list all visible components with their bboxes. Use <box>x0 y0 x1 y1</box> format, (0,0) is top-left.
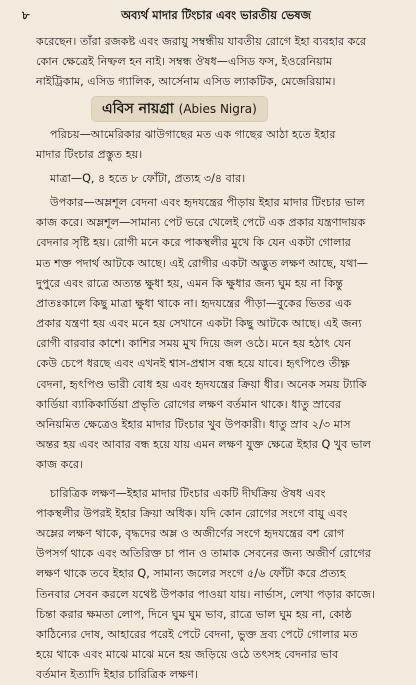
running-title: অব্যর্থ মাদার টিংচার এবং ভারতীয় ভেষজ <box>121 7 311 22</box>
text-line: মাদার টিংচার প্রস্তুত হয়। <box>36 147 143 161</box>
text-line: কার্ডিয়া ব্যাকিকার্ডিয়া প্রভৃতি রোগের লক্ষণ বর্তমান থাকে। ধাতু স্রাবের <box>36 397 342 411</box>
text-line: কাজ করে। অম্লশূল—সামান্য পেট ভরে খেলেই পেটে এক প্রকার যন্ত্রণাদায়ক <box>36 216 366 230</box>
text-line: রোগী বারবার কাশে। কাশির সময় মুখ দিয়ে জল ওঠে। মনে হয় হঠাৎ যেন <box>36 337 352 351</box>
text-line: উপকার—অম্লশূল বেদনা এবং হৃদযন্ত্রের পীড়ায় ইহার মাদার টিংচার ভাল <box>50 195 365 209</box>
text-line: কেউ চেপে ধরছে এবং এখনই শ্বাস-প্রশ্বাস বন্ধ হয়ে যাবে। হৃৎপিণ্ডে তীক্ষ্ণ <box>36 357 350 371</box>
text-line: অন্তর হয় এবং আবার বন্ধ হয়ে যায় এমন লক্ষণ যুক্ত ক্ষেত্রে ইহার Q খুব ভাল <box>36 438 371 452</box>
text-line: দুপুরে এবং রাত্রে অত্যন্ত ক্ষুধা হয়, এমন কি ক্ষুধার জন্য ঘুম হয় না কিন্তু <box>36 276 343 290</box>
text-line: কাজ করে। <box>36 458 84 472</box>
paragraph-gap <box>36 476 388 484</box>
section-latin-name: (Abies Nigra) <box>178 101 257 116</box>
text-line: অম্লের লক্ষণ থাকে, বৃদ্ধদের অম্ল ও অজীর্ণের সংগে হৃদযন্ত্রের বশ রোগ <box>36 526 345 540</box>
text-line: প্রাতঃকালে কিছু মাত্রা ক্ষুধা থাকে না। হৃদযন্ত্রের পীড়া—বুকের ভিতর এক <box>36 296 352 310</box>
text-line: হয়ে থাকে এবং মাঝে মাঝে মনে হয় জড়িয়ে ওঠে তৎসহ বেদনার ভাব <box>36 648 339 662</box>
text-line: চারিত্রিক লক্ষণ—ইহার মাদার টিংচার একটি দীর্ঘক্রিয় ঔষধ এবং <box>50 486 326 500</box>
text-line: পাকস্থলীর উপরই ইহার ক্রিয়া অধিক। যদি কোন রোগের সংগে বায়ু এবং <box>36 506 348 520</box>
text-line: প্রকার যন্ত্রণা হয় এবং মনে হয় সেখানে একটা কিছু আটকে আছে। এই জন্য <box>36 317 362 331</box>
section-heading <box>92 97 267 121</box>
text-line: বেদনার সৃষ্টি হয়। রোগী মনে করে পাকস্থলীর মুখে কি যেন একটা গোলার <box>36 236 351 250</box>
text-line: নাইট্রিকাম, এসিড গ্যালিক, আর্সেনাম এসিড ল্যাকটিক, মেজেরিয়াম। <box>36 75 336 89</box>
text-line: তিনবার সেবন করলে যথেষ্ট উপকার পাওয়া যায়। নার্ভাস, লেখা পড়ার কাজে। <box>36 587 376 601</box>
text-line: বর্তমান ইত্যাদি ইহার চারিত্রিক লক্ষণ। <box>36 668 198 682</box>
section-heading-row <box>36 93 388 125</box>
text-line: অনিয়মিত ক্ষেত্রেও ইহার মাদার টিংচার খুব উপকারী। ধাতু স্রাব ২/৩ মাস <box>36 418 351 431</box>
text-line: পরিচয়—আমেরিকার ঝাউগাছের মত এক গাছের আঠা হতে ইহার <box>50 127 336 141</box>
text-line: লক্ষণ থাকে তবে ইহার Q, সামান্য জলের সংগে ৫/৬ ফোঁটা করে প্রত্যহ <box>36 567 346 581</box>
text-line: কাঠিন্যের দোষ, আহারের পরেই পেটে বেদনা, ভুক্ত দ্রব্য পেটে গোলার মত <box>36 627 358 641</box>
page-number: ৮ <box>22 7 30 22</box>
page-body <box>36 32 388 685</box>
section-title: এবিস নায়গ্রা <box>102 100 174 117</box>
text-line: চিন্তা করার ক্ষমতা লোপ, দিনে ঘুম ঘুম ভাব, রাত্রে ভাল ঘুম হয় না, কোষ্ঠ <box>36 607 352 621</box>
text-line: মত শক্ত পদার্থ আটকে আছে। এই রোগীর একটা অদ্ভুত লক্ষণ আছে, যথা— <box>36 256 369 270</box>
text-line: কোন ক্ষেত্রেই নিষ্ফল হন নাই। সম্বন্ধ ঔষধ—এসিড ফস, ইওরেনিয়াম <box>36 55 333 69</box>
text-line: বেদনা, হৃৎপিণ্ড ভারী বোধ হয় এবং হৃদযন্ত্রের ক্রিয়া ধীর। অনেক সময় ট্যাকি <box>36 377 367 391</box>
text-line: উপসর্গ থাকে এবং অতিরিক্ত চা পান ও তামাক সেবনের জন্য অজীর্ণ রোগের <box>36 547 371 561</box>
page-header <box>22 6 376 26</box>
dose-line: মাত্রা—Q, ৪ হতে ৮ ফোঁটা, প্রত্যহ ৩/৪ বার। <box>50 171 246 185</box>
text-line: করেছেন। তাঁরা রজকষ্ট এবং জরায়ু সম্বন্ধীয় যাবতীয় রোগে ইহা ব্যবহার করে <box>36 35 367 48</box>
